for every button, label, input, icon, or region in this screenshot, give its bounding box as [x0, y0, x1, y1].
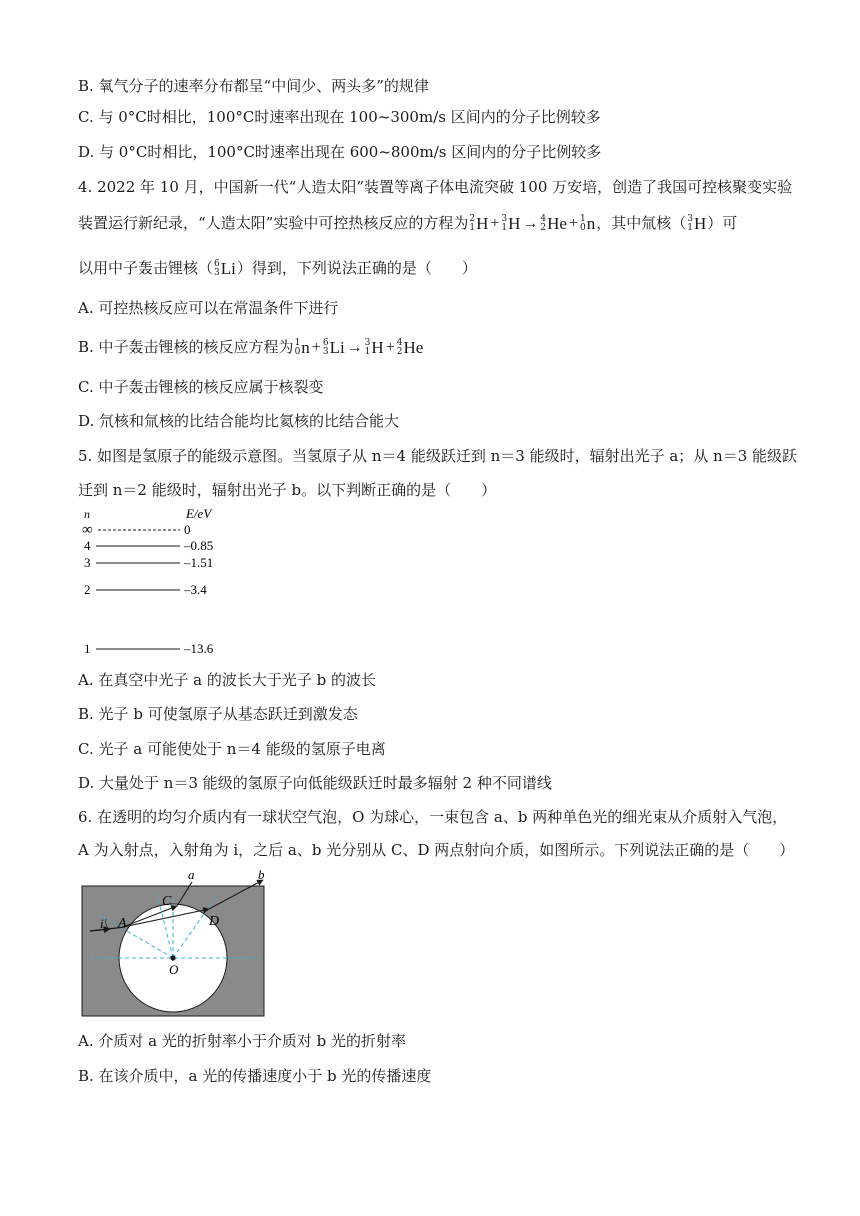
q5-stem-line1: 5. 如图是氢原子的能级示意图。当氢原子从 n＝4 能级跃迁到 n＝3 能级时，辐射出光子 a；从 n＝3 能级跃	[78, 447, 798, 465]
level-1	[84, 641, 214, 656]
q4-stem-line1: 4. 2022 年 10 月，中国新一代“人造太阳”装置等离子体电流突破 100 万安培，创造了我国可控核聚变实验	[78, 178, 793, 196]
q4-option-d: D. 氘核和氚核的比结合能均比氦核的比结合能大	[78, 412, 400, 430]
q6-stem-line1: 6. 在透明的均匀介质内有一球状空气泡，O 为球心，一束包含 a、b 两种单色光的细光束从介质射入气泡，	[78, 808, 788, 826]
q3-option-d: D. 与 0°C时相比，100°C时速率出现在 600~800m/s 区间内的分子比例较多	[78, 143, 602, 161]
q4-option-a: A. 可控热核反应可以在常温条件下进行	[78, 299, 339, 317]
energy-axis-label: E/eV	[186, 506, 212, 521]
q5-option-c: C. 光子 a 可能使处于 n＝4 能级的氢原子电离	[78, 740, 386, 758]
label-a: a	[188, 869, 195, 882]
q5-stem-line2: 迁到 n＝2 能级时，辐射出光子 b。以下判断正确的是（ ）	[78, 481, 497, 499]
label-A: A	[118, 916, 127, 931]
svg-text:–13.6: –13.6	[184, 641, 214, 656]
svg-text:3: 3	[84, 555, 91, 570]
label-D: D	[209, 914, 220, 929]
q3-option-b: B. 氧气分子的速率分布都呈“中间少、两头多”的规律	[78, 77, 429, 95]
label-b: b	[258, 869, 265, 882]
svg-text:–3.4: –3.4	[184, 582, 207, 597]
q3-option-c: C. 与 0°C时相比，100°C时速率出现在 100~300m/s 区间内的分子比例较多	[78, 108, 601, 126]
q4-stem-line3: 以用中子轰击锂核（ 6 3 Li ）得到，下列说法正确的是（ ）	[78, 259, 477, 278]
level-2	[84, 582, 207, 597]
svg-text:–1.51: –1.51	[184, 555, 214, 570]
q6-stem-line2: A 为入射点，入射角为 i，之后 a、b 光分别从 C、D 两点射向介质，如图所示。下列说法正确的是（ ）	[78, 841, 795, 859]
level-3	[84, 555, 213, 570]
level-inf	[82, 522, 191, 538]
fusion-equation: 2 1 H + 3 1 H → 4 2 He + 1 0 n	[469, 214, 596, 233]
q4-stem-line2: 装置运行新纪录，“人造太阳”实验中可控热核反应的方程为 2 1 H + 3 1 H → 4 2 He + 1 0 n ，其中氚核（ 3 1 H ）可	[78, 214, 738, 233]
energy-level-diagram	[78, 503, 238, 663]
n-axis-label: n	[84, 507, 90, 521]
label-C: C	[162, 894, 172, 909]
air-bubble-refraction-figure	[78, 869, 278, 1019]
svg-text:4: 4	[84, 538, 91, 553]
svg-text:∞: ∞	[82, 522, 93, 538]
q6-option-a: A. 介质对 a 光的折射率小于介质对 b 光的折射率	[78, 1032, 406, 1050]
q5-option-a: A. 在真空中光子 a 的波长大于光子 b 的波长	[78, 671, 376, 689]
label-O: O	[169, 962, 179, 977]
lithium-reaction-equation: 1 0 n + 6 3 Li → 3 1 H + 4 2 He	[294, 338, 424, 357]
q6-option-b: B. 在该介质中，a 光的传播速度小于 b 光的传播速度	[78, 1067, 432, 1085]
q4-option-b: B. 中子轰击锂核的核反应方程为 1 0 n + 6 3 Li → 3 1 H + 4 2 He	[78, 338, 424, 357]
svg-text:–0.85: –0.85	[184, 538, 214, 553]
q4-option-c: C. 中子轰击锂核的核反应属于核裂变	[78, 378, 324, 396]
q5-option-d: D. 大量处于 n＝3 能级的氢原子向低能级跃迁时最多辐射 2 种不同谱线	[78, 774, 552, 792]
svg-text:0: 0	[184, 522, 191, 537]
label-i: i	[100, 916, 104, 931]
level-4	[84, 538, 213, 553]
q5-option-b: B. 光子 b 可使氢原子从基态跃迁到激发态	[78, 705, 358, 723]
svg-text:2: 2	[84, 582, 91, 597]
svg-text:1: 1	[84, 641, 91, 656]
